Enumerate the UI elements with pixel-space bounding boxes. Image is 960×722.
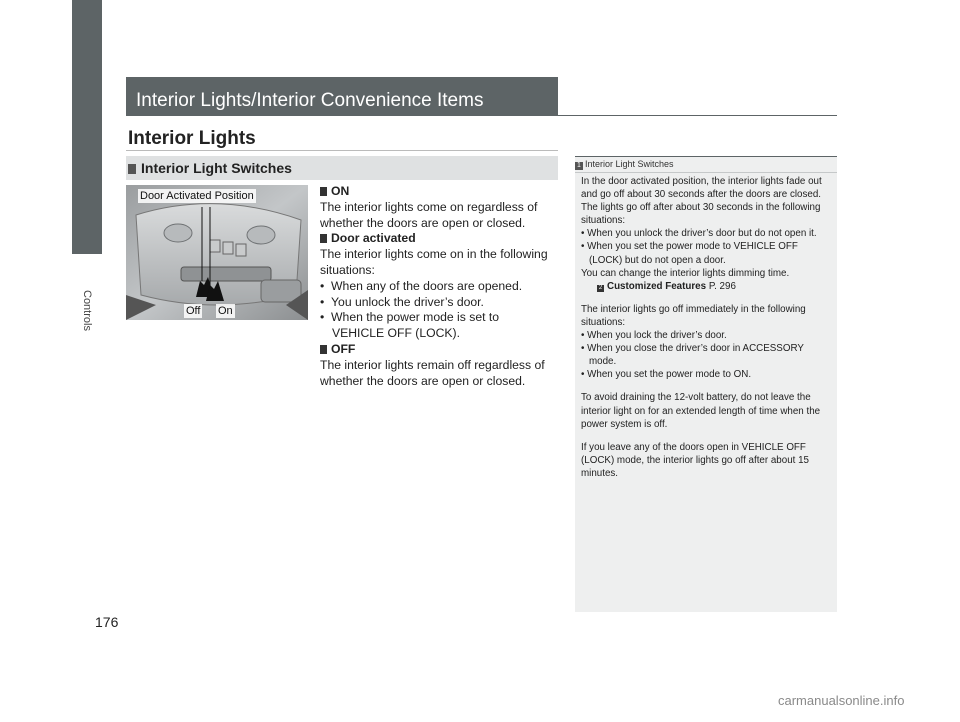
sidebar-paragraph: In the door activated position, the interior lights fade out and go off about 30 seconds after the doors are closed.	[581, 176, 822, 201]
sidebar-body	[581, 175, 831, 480]
title-rule	[558, 115, 837, 116]
sidebar-header: 1 Interior Light Switches	[575, 157, 837, 172]
note-marker-icon: 1	[575, 162, 583, 170]
subsection-heading	[126, 156, 558, 180]
sidebar-paragraph: The interior lights go off immediately in the following situations:	[581, 303, 806, 328]
notes-sidebar	[575, 156, 837, 612]
sidebar-paragraph: If you leave any of the doors open in VEHICLE OFF (LOCK) mode, the interior lights go off after about 15 minutes.	[581, 441, 809, 479]
chapter-label: Controls	[81, 290, 93, 331]
sidebar-bullet: • When you close the driver’s door in ACCESSORY mode.	[581, 343, 804, 368]
off-text: The interior lights remain off regardless of whether the doors are open or closed.	[320, 357, 545, 388]
chapter-tab	[72, 0, 102, 254]
square-bullet-icon	[320, 187, 327, 196]
square-bullet-icon	[128, 164, 136, 174]
sidebar-rule	[575, 172, 837, 173]
door-activated-label: Door Activated Position	[140, 190, 254, 202]
off-heading: OFF	[320, 342, 554, 358]
switch-photo	[126, 185, 308, 320]
sidebar-paragraph: The lights go off after about 30 seconds in the following situations:	[581, 202, 821, 227]
square-bullet-icon	[320, 345, 327, 354]
on-heading: ON	[320, 184, 554, 200]
door-text: The interior lights come on in the following situations:	[320, 247, 548, 277]
on-label: On	[218, 305, 233, 317]
section-heading: Interior Lights	[128, 128, 256, 149]
page-title: Interior Lights/Interior Convenience Items	[126, 77, 558, 116]
page-number: 176	[95, 614, 119, 630]
sidebar-bullet: • When you set the power mode to ON.	[581, 369, 752, 381]
cross-reference-link[interactable]: 2 Customized Features P. 296	[598, 280, 736, 292]
door-heading: Door activated	[320, 231, 554, 247]
on-text: The interior lights come on regardless of whether the doors are open or closed.	[320, 199, 538, 230]
off-label: Off	[186, 305, 201, 317]
main-text	[320, 184, 554, 389]
door-bullet: • You unlock the driver’s door.	[320, 294, 484, 309]
square-bullet-icon	[320, 234, 327, 243]
overhead-console-illustration	[126, 185, 308, 320]
door-bullet: • When the power mode is set to VEHICLE OFF (LOCK).	[320, 310, 500, 341]
sidebar-bullet: • When you lock the driver’s door.	[581, 330, 727, 342]
sidebar-bullet: • When you unlock the driver’s door but do not open it.	[581, 228, 817, 240]
sidebar-paragraph: You can change the interior lights dimming time.	[581, 267, 790, 279]
sidebar-bullet: • When you set the power mode to VEHICLE OFF (LOCK) but do not open a door.	[581, 241, 798, 266]
subsection-heading-text: Interior Light Switches	[141, 160, 292, 176]
door-bullet: • When any of the doors are opened.	[320, 278, 523, 293]
sidebar-paragraph: To avoid draining the 12-volt battery, do not leave the interior light on for an extended length of time when the power system is off.	[581, 392, 821, 430]
watermark: carmanualsonline.info	[778, 693, 905, 708]
arrow-icon: 2	[598, 284, 603, 291]
section-rule	[126, 150, 558, 151]
